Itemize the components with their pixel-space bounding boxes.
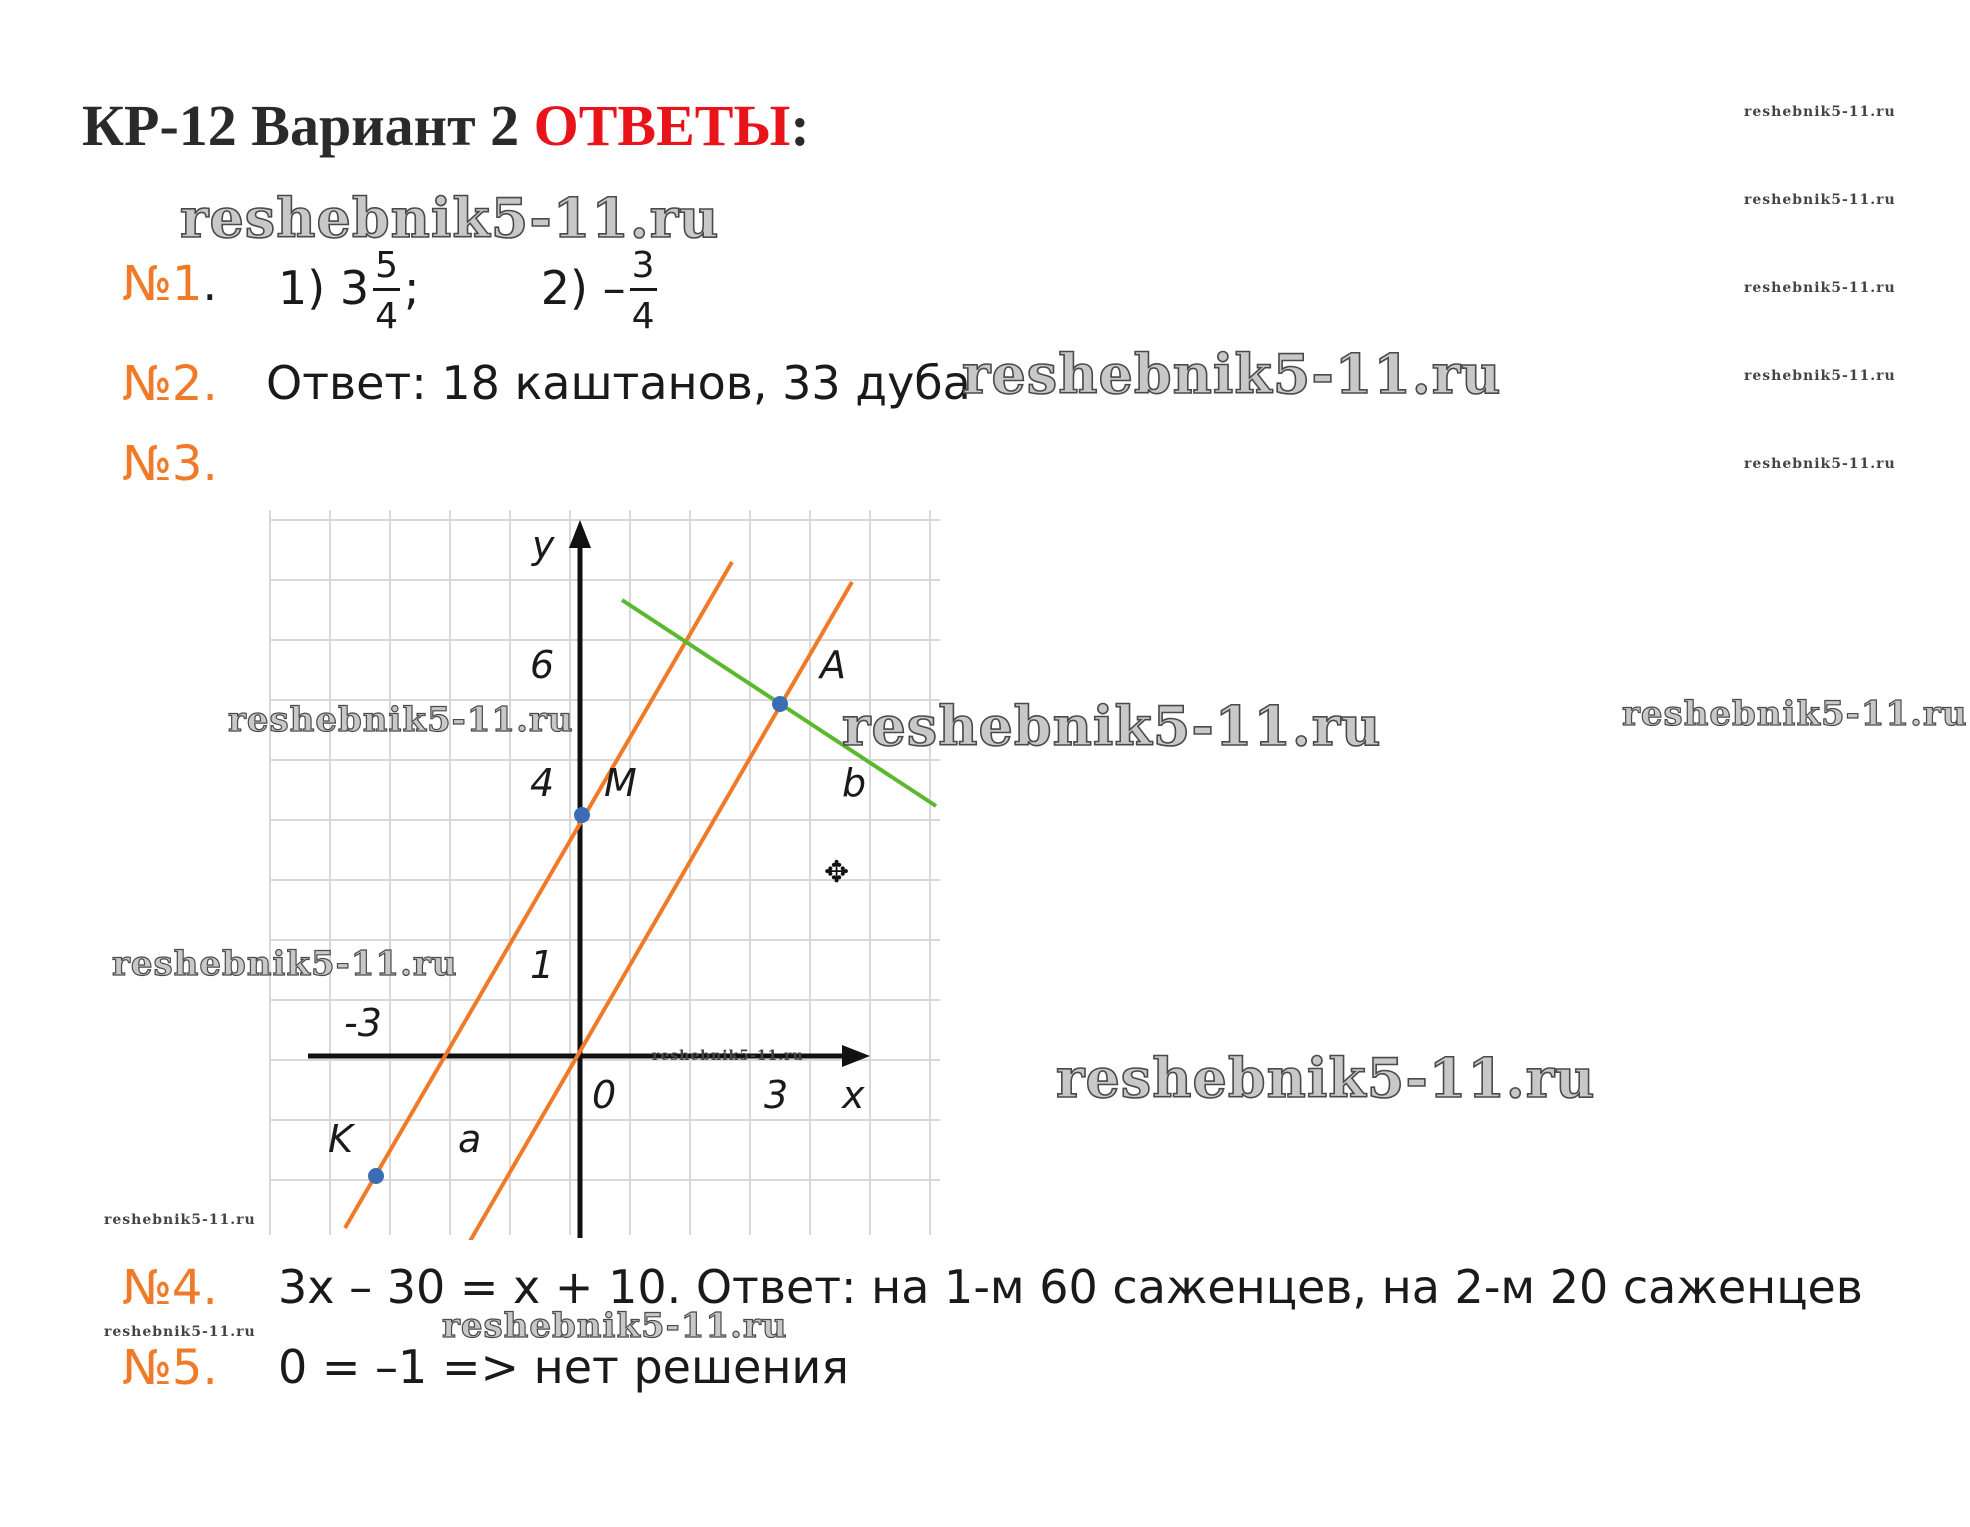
- task-2-answer: Ответ: 18 каштанов, 33 дуба: [266, 356, 971, 410]
- fraction-numerator: 5: [373, 248, 400, 291]
- task-2: [122, 356, 218, 412]
- y-axis-label: y: [532, 523, 555, 567]
- task-5-number: №5.: [122, 1340, 218, 1396]
- watermark: reshebnik5-11.ru: [1744, 192, 1896, 208]
- task-1-number: №1: [122, 256, 203, 312]
- task-3-number: №3.: [122, 436, 218, 492]
- title-highlight: ОТВЕТЫ: [533, 93, 791, 158]
- watermark: reshebnik5-11.ru: [1744, 280, 1896, 296]
- watermark: reshebnik5-11.ru: [842, 694, 1382, 758]
- fraction-numerator: 3: [630, 248, 657, 291]
- task-1-part2-fraction: [630, 245, 657, 337]
- task-1-separator: ;: [404, 261, 420, 315]
- task-1-dot: .: [202, 257, 218, 311]
- task-5-answer: 0 = –1 => нет решения: [278, 1340, 849, 1394]
- tick-y6: 6: [530, 643, 555, 687]
- watermark: reshebnik5-11.ru: [112, 944, 458, 984]
- task-4-number: №4.: [122, 1260, 218, 1316]
- task-3: [122, 436, 218, 492]
- task-1-part1-prefix: 1) 3: [278, 261, 370, 315]
- task-2-number: №2.: [122, 356, 218, 412]
- page-title: [82, 92, 810, 159]
- watermark: reshebnik5-11.ru: [652, 1048, 804, 1064]
- task-1-answer: [278, 245, 661, 337]
- watermark: reshebnik5-11.ru: [1744, 368, 1896, 384]
- watermark: reshebnik5-11.ru: [228, 700, 574, 740]
- watermark: reshebnik5-11.ru: [1744, 104, 1896, 120]
- watermark: reshebnik5-11.ru: [180, 186, 720, 250]
- tick-y1: 1: [530, 943, 555, 987]
- label-K: K: [328, 1117, 353, 1161]
- x-axis-arrow-icon: [842, 1045, 870, 1067]
- x-axis-label: x: [842, 1073, 865, 1117]
- y-axis-arrow-icon: [569, 520, 591, 548]
- label-A: A: [820, 643, 846, 687]
- line-a: [466, 582, 852, 1240]
- watermark: reshebnik5-11.ru: [442, 1306, 788, 1346]
- title-main: КР-12 Вариант 2: [82, 93, 534, 158]
- tick-x-minus3: -3: [344, 1001, 382, 1045]
- watermark: reshebnik5-11.ru: [1622, 694, 1968, 734]
- label-M: M: [604, 761, 637, 805]
- task-5: [122, 1340, 218, 1396]
- fraction-denominator: 4: [375, 296, 399, 337]
- watermark: reshebnik5-11.ru: [104, 1324, 256, 1340]
- tick-x3: 3: [764, 1073, 789, 1117]
- watermark: reshebnik5-11.ru: [104, 1212, 256, 1228]
- task-4: [122, 1260, 218, 1316]
- label-b: b: [842, 761, 867, 805]
- tick-y4: 4: [530, 761, 555, 805]
- task-1-part1-fraction: [373, 245, 400, 337]
- watermark: reshebnik5-11.ru: [962, 342, 1502, 406]
- watermark: reshebnik5-11.ru: [1744, 456, 1896, 472]
- point-A: [772, 696, 788, 712]
- move-cursor-icon: ✥: [824, 855, 850, 890]
- label-a: a: [458, 1117, 482, 1161]
- task-4-answer: 3x – 30 = x + 10. Ответ: на 1-м 60 саженцев, на 2-м 20 саженцев: [278, 1260, 1863, 1314]
- origin-label: 0: [592, 1073, 617, 1117]
- fraction-denominator: 4: [631, 296, 655, 337]
- title-colon: :: [790, 93, 810, 158]
- task-1-part2-prefix: 2) –: [540, 261, 626, 315]
- watermark: reshebnik5-11.ru: [1056, 1046, 1596, 1110]
- point-M: [574, 807, 590, 823]
- point-K: [368, 1168, 384, 1184]
- task-1: [122, 256, 217, 312]
